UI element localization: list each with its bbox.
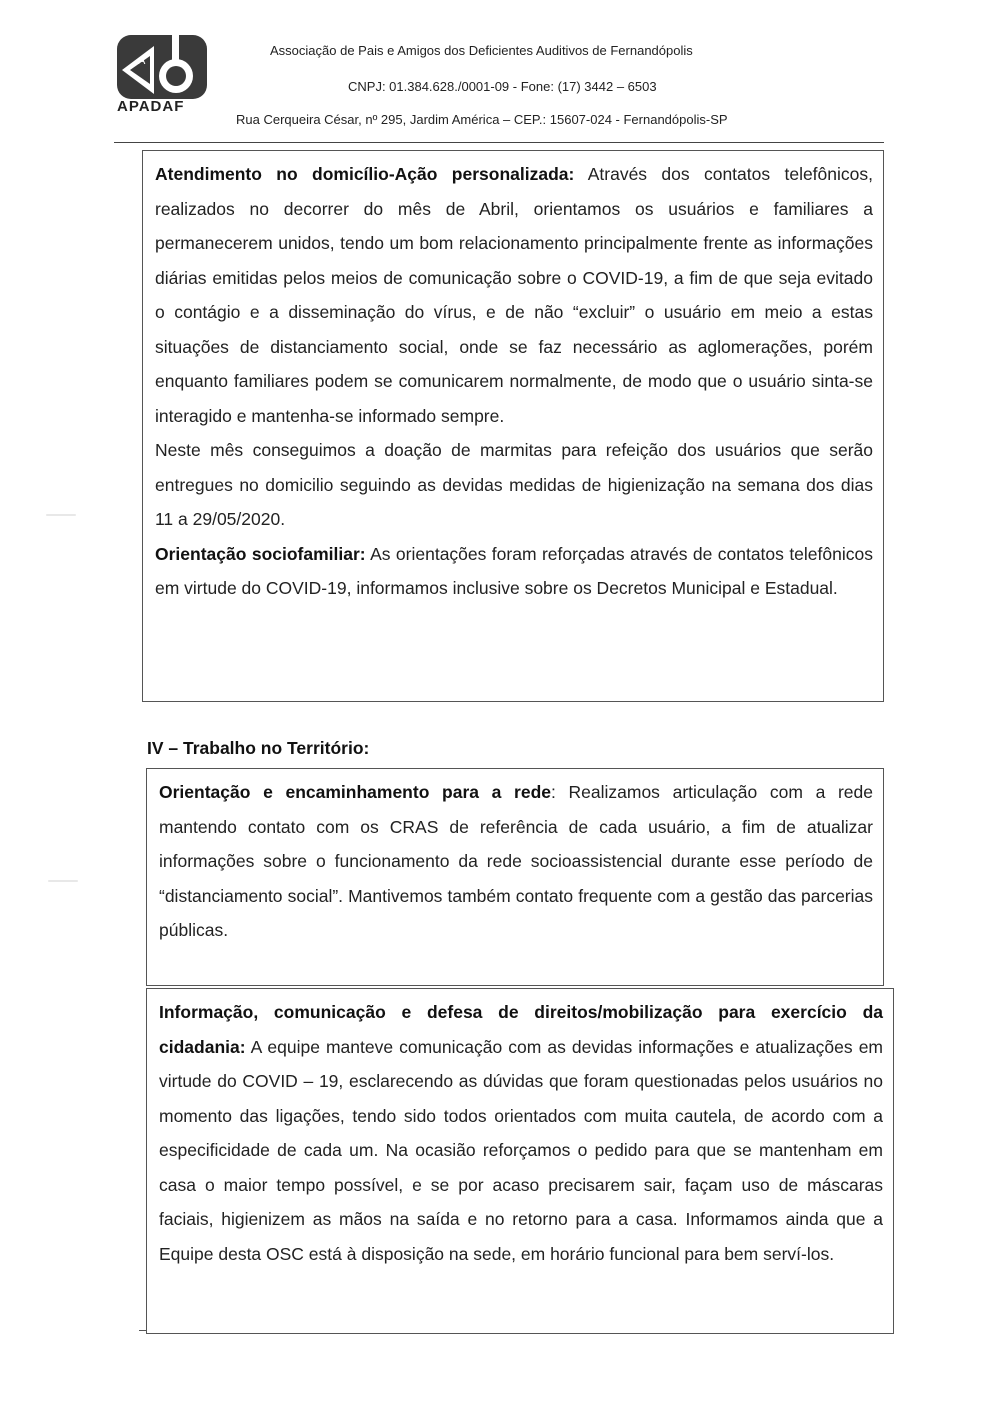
meal-donation-paragraph: Neste mês conseguimos a doação de marmitas para refeição dos usuários que serão entregues no domicilio seguindo as devidas medidas de higienização na semana dos dias 11 a 29/05/2020. xyxy=(155,440,873,529)
organization-name: Associação de Pais e Amigos dos Deficientes Auditivos de Fernandópolis xyxy=(270,43,693,58)
logo-text: APADAF xyxy=(117,98,185,115)
rights-information-paragraph xyxy=(159,995,883,1271)
home-care-text: Através dos contatos telefônicos, realizados no decorrer do mês de Abril, orientamos os usuários e familiares a permanecerem unidos, tendo um bom relacionamento principalmente frente as informações diárias emitidas pelos meios de comunicação sobre o COVID-19, a fim de que seja evitado o contágio e a disseminação do vírus, e de não “excluir” o usuário em meio a estas situações de distanciamento social, onde se faz necessário as aglomerações, porém enquanto familiares podem se comunicarem normalmente, de modo que o usuário sinta-se interagido e mantenha-se informado sempre. xyxy=(155,164,873,426)
address: Rua Cerqueira César, nº 295, Jardim América – CEP.: 15607-024 - Fernandópolis-SP xyxy=(236,112,728,127)
box-border-mark xyxy=(139,1330,147,1331)
rights-information-heading: Informação, comunicação e defesa de direitos/mobilização para exercício da cidadania: xyxy=(159,1002,883,1057)
sociofamily-text: As orientações foram reforçadas através de contatos telefônicos em virtude do COVID-19, informamos inclusive sobre os Decretos Municipal e Estadual. xyxy=(155,543,873,598)
scan-artifact xyxy=(46,514,76,516)
home-care-paragraph xyxy=(155,157,873,433)
rights-information-box xyxy=(146,988,894,1334)
scan-artifact xyxy=(48,880,78,882)
home-care-heading: Atendimento no domicílio-Ação personalizada: xyxy=(155,164,575,184)
sociofamily-paragraph xyxy=(155,537,873,606)
section-title: IV – Trabalho no Território: xyxy=(147,738,370,758)
network-referral-text: : Realizamos articulação com a rede mantendo contato com os CRAS de referência de cada usuário, a fim de atualizar informações sobre o funcionamento da rede socioassistencial durante esse período de “distanciamento social”. Mantivemos também contato frequente com a gestão das parcerias públicas. xyxy=(159,782,873,940)
cnpj-phone: CNPJ: 01.384.628./0001-09 - Fone: (17) 3442 – 6503 xyxy=(348,79,657,94)
rights-information-text: A equipe manteve comunicação com as devidas informações e atualizações em virtude do COVID – 19, esclarecendo as dúvidas que foram questionadas pelos usuários no momento das ligações, tendo sido todos orientados com muita cautela, de acordo com a especificidade de cada um. Na ocasião reforçamos o pedido para que se mantenham em casa o maior tempo possível, e se por acaso precisarem sair, façam uso de máscaras faciais, higienizem as mãos na saída e no retorno para a casa. Informamos ainda que a Equipe desta OSC está à disposição na sede, em horário funcional para bem serví-los. xyxy=(159,1036,883,1264)
network-referral-box xyxy=(146,768,884,986)
network-referral-paragraph xyxy=(159,775,873,948)
sociofamily-heading: Orientação sociofamiliar: xyxy=(155,543,366,564)
header-divider xyxy=(114,142,884,143)
network-referral-heading: Orientação e encaminhamento para a rede xyxy=(159,782,551,802)
svg-text:A: A xyxy=(138,55,146,67)
home-care-box xyxy=(142,150,884,702)
